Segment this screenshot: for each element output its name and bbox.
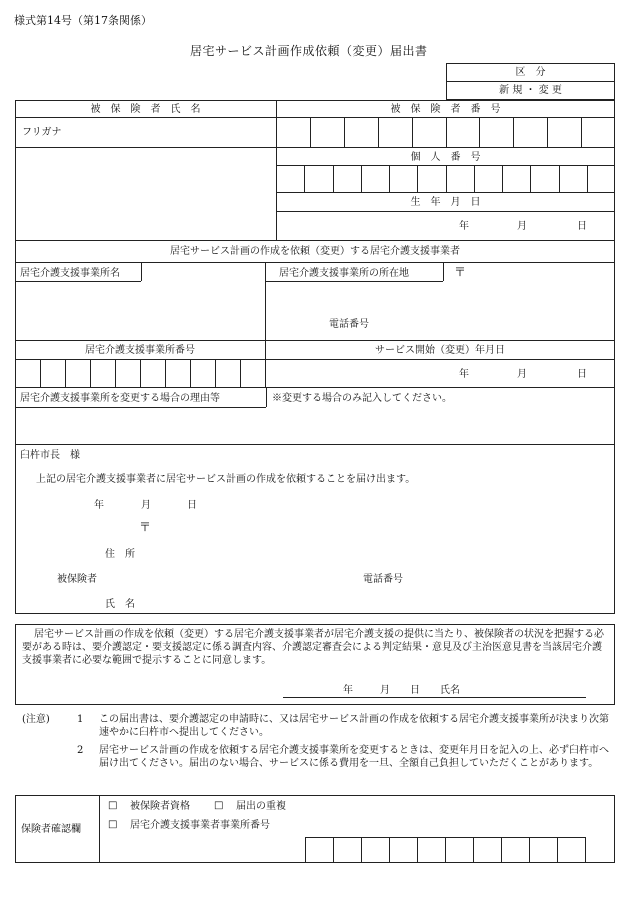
office-number-cells[interactable] [16,360,265,387]
addressee: 臼杵市長 様 [20,450,80,461]
consent-name-label: 氏名 [440,685,460,696]
insurer-label: 保険者確認欄 [21,824,81,835]
birthdate-year-label: 年 [459,221,469,232]
notification-postal-mark: 〒 [139,520,152,534]
change-reason-label: 居宅介護支援事業所を変更する場合の理由等 [20,393,220,404]
start-date-year-label: 年 [459,369,469,380]
notification-date-year-label: 年 [94,500,104,511]
consent-date-day-label: 日 [410,685,420,696]
office-name-field[interactable] [16,282,264,339]
furigana-label: フリガナ [22,127,62,138]
note-1-number: 1 [77,714,84,725]
notes-label: (注意) [22,714,50,725]
note-1-text: この届出書は、要介護認定の申請時に、又は居宅サービス計画の作成を依頼する居宅介護支援事業所が決まり次第速やかに臼杵市へ提出してください。 [99,714,609,738]
notification-date-month-label: 月 [141,500,151,511]
start-date-field[interactable] [266,360,614,386]
consent-text: 居宅サービス計画の作成を依頼（変更）する居宅介護支援事業者が居宅介護支援の提供に当たり、被保険者の状況を把握する必要がある時は、要介護認定・要支援認定に係る調査内容、介護認定審査会による判定結果・意見及び主治医意見書を当該居宅介護支援事業者に必要な範囲で提示することに同意します。 [22,629,604,666]
checkbox-insured-status[interactable]: □ [108,800,118,811]
birthdate-day-label: 日 [577,221,587,232]
consent-signature-line[interactable] [283,697,586,698]
office-number-header: 居宅介護支援事業所番号 [85,345,195,356]
insured-name-header: 被 保 険 者 氏 名 [90,104,201,115]
page-title: 居宅サービス計画作成依頼（変更）届出書 [190,44,428,58]
personal-number-cells[interactable] [277,166,615,192]
start-date-header: サービス開始（変更）年月日 [375,345,505,356]
insurer-office-number-cells[interactable] [305,837,586,863]
furigana-field[interactable] [80,118,275,146]
provider-section-header: 居宅サービス計画の作成を依頼（変更）する居宅介護支援事業者 [170,246,460,257]
notification-phone-label: 電話番号 [363,574,403,585]
checkbox-duplicate[interactable]: □ [214,800,224,811]
change-reason-note: ※変更する場合のみ記入してください。 [272,393,452,404]
birthdate-month-label: 月 [517,221,527,232]
notification-date-day-label: 日 [187,500,197,511]
insured-name-field[interactable] [16,148,275,239]
insured-number-cells[interactable] [277,118,615,147]
office-address-field[interactable] [266,282,614,318]
note-2-text: 居宅サービス計画の作成を依頼する居宅介護支援事業所を変更するときは、変更年月日を記入の上、必ず臼杵市へ届け出てください。届出のない場合、サービスに係る費用を一旦、全額自己負担していただくことがあります。 [99,745,609,769]
birthdate-header: 生 年 月 日 [410,197,481,208]
start-date-month-label: 月 [517,369,527,380]
check-insured-status-label: 被保険者資格 [130,801,190,812]
start-date-day-label: 日 [577,369,587,380]
notification-address-field[interactable] [160,540,600,566]
consent-date-year-label: 年 [343,685,353,696]
insured-number-header: 被 保 険 者 番 号 [390,104,501,115]
notification-insured-label: 被保険者 [57,574,97,585]
check-office-number-label: 居宅介護支援事業者事業所番号 [130,820,270,831]
office-phone-label: 電話番号 [329,319,369,330]
note-2-number: 2 [77,745,84,756]
consent-date-month-label: 月 [380,685,390,696]
office-address-label: 居宅介護支援事業所の所在地 [279,268,409,279]
change-reason-field[interactable] [16,408,614,443]
birthdate-field[interactable] [277,212,615,239]
checkbox-office-number[interactable]: □ [108,819,118,830]
form-number: 様式第14号（第17条関係） [14,14,152,27]
notification-name-label: 氏 名 [105,599,135,610]
category-value[interactable]: 新 規 ・ 変 更 [499,85,562,96]
check-duplicate-label: 届出の重複 [236,801,286,812]
notification-statement: 上記の居宅介護支援事業者に居宅サービス計画の作成を依頼することを届け出ます。 [36,474,416,485]
notification-address-label: 住 所 [105,549,135,560]
personal-number-header: 個 人 番 号 [410,152,481,163]
office-name-label: 居宅介護支援事業所名 [20,268,120,279]
office-postal-mark: 〒 [454,265,467,279]
category-header: 区 分 [515,67,546,78]
